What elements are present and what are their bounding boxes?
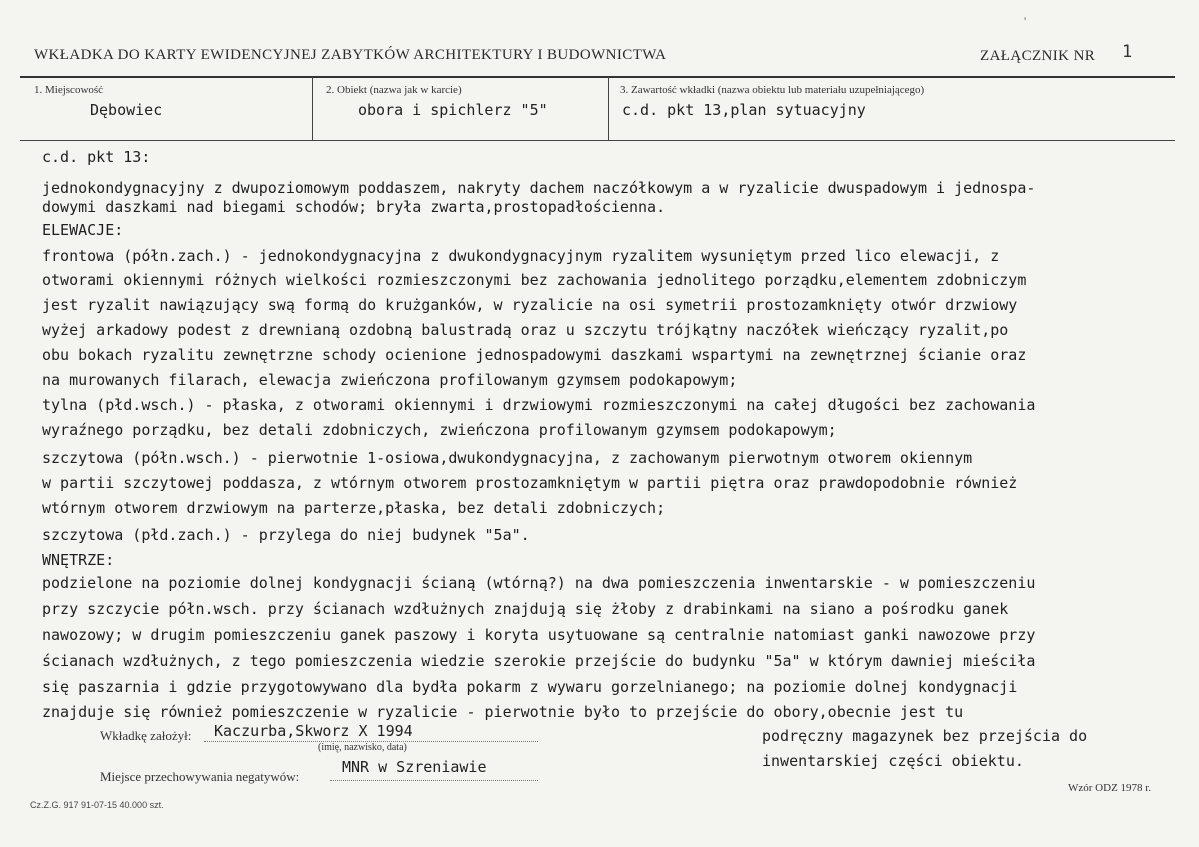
- body-line: nawozowy; w drugim pomieszczeniu ganek paszowy i koryta usytuowane są centralnie natomiast ganki nawozowe przy: [42, 626, 1036, 644]
- body-line: w partii szczytowej poddasza, z wtórnym otworem prostozamkniętym w partii piętra oraz prawdopodobnie również: [42, 474, 1018, 492]
- body-line: jest ryzalit nawiązujący swą formą do krużganków, w ryzalicie na osi symetrii prostozamknięty otwór drzwiowy: [42, 296, 1018, 314]
- print-info: Cz.Z.G. 917 91-07-15 40.000 szt.: [30, 800, 164, 810]
- body-line: jednokondygnacyjny z dwupoziomowym poddaszem, nakryty dachem naczółkowym a w ryzalicie dwuspadowym i jednospa-: [42, 179, 1036, 197]
- continuation-line: podręczny magazynek bez przejścia do: [762, 727, 1088, 745]
- body-line: się paszarnia i gdzie przygotowywano dla bydła pokarm z wywaru gorzelnianego; na poziomie dolnej kondygnacji: [42, 678, 1018, 696]
- negatives-location-label: Miejsce przechowywania negatywów:: [100, 769, 300, 784]
- body-line: znajduje się również pomieszczenie w ryzalicie - pierwotnie było to przejście do obory,obecnie jest tu: [42, 703, 964, 721]
- body-line: c.d. pkt 13:: [42, 148, 151, 166]
- body-line: dowymi daszkami nad biegami schodów; bryła zwarta,prostopadłościenna.: [42, 198, 666, 216]
- body-line: ELEWACJE:: [42, 221, 124, 239]
- form-model: Wzór ODZ 1978 r.: [1068, 782, 1152, 794]
- field-label-object: 2. Obiekt (nazwa jak w karcie): [326, 84, 462, 96]
- created-by-value: Kaczurba,Skworz X 1994: [214, 722, 413, 740]
- body-line: szczytowa (półn.wsch.) - pierwotnie 1-osiowa,dwukondygnacyjna, z zachowanym pierwotnym otworem okiennym: [42, 449, 973, 467]
- field-value-object: obora i spichlerz "5": [358, 101, 548, 119]
- created-by-label: Wkładkę założył:: [100, 728, 192, 743]
- continuation-line: inwentarskiej części obiektu.: [762, 752, 1024, 770]
- body-line: ścianach wzdłużnych, z tego pomieszczenia wiedzie szerokie przejście do budynku "5a" w którym dawniej mieściła: [42, 652, 1036, 670]
- field-value-contents: c.d. pkt 13,plan sytuacyjny: [622, 101, 866, 119]
- form-title: WKŁADKA DO KARTY EWIDENCYJNEJ ZABYTKÓW ARCHITEKTURY I BUDOWNICTWA: [34, 47, 667, 63]
- body-line: tylna (płd.wsch.) - płaska, z otworami okiennymi i drzwiowymi rozmieszczonymi na całej długości bez zachowania: [42, 396, 1036, 414]
- body-line: szczytowa (płd.zach.) - przylega do niej budynek "5a".: [42, 526, 530, 544]
- header-rule: [20, 76, 1175, 78]
- annex-number: 1: [1122, 42, 1133, 62]
- body-line: WNĘTRZE:: [42, 551, 115, 569]
- fields-rule: [20, 140, 1175, 141]
- corner-mark: ': [1024, 14, 1027, 28]
- created-by-caption: (imię, nazwisko, data): [318, 742, 407, 753]
- field-value-location: Dębowiec: [90, 101, 163, 119]
- body-line: obu bokach ryzalitu zewnętrzne schody ocienione jednospadowymi daszkami wspartymi na zewnętrznej ścianie oraz: [42, 346, 1027, 364]
- annex-label: ZAŁĄCZNIK NR: [980, 48, 1096, 64]
- body-line: wyżej arkadowy podest z drewnianą ozdobną balustradą oraz u szczytu trójkątny naczółek wieńczący ryzalit,po: [42, 321, 1009, 339]
- body-line: podzielone na poziomie dolnej kondygnacji ścianą (wtórną?) na dwa pomieszczenia inwentarskie - w pomieszczeniu: [42, 574, 1036, 592]
- body-line: wtórnym otworem drzwiowym na parterze,płaska, bez detali zdobniczych;: [42, 499, 666, 517]
- body-line: przy szczycie półn.wsch. przy ścianach wzdłużnych znajdują się żłoby z drabinkami na siano a pośrodku ganek: [42, 600, 1009, 618]
- field-divider-2: [608, 77, 609, 140]
- negatives-location-value: MNR w Szreniawie: [342, 758, 487, 776]
- body-line: wyraźnego porządku, bez detali zdobniczych, zwieńczona profilowanym gzymsem podokapowym;: [42, 421, 837, 439]
- body-line: otworami okiennymi różnych wielkości rozmieszczonymi bez zachowania jednolitego porządku,elementem zdobniczym: [42, 271, 1027, 289]
- negatives-dotted-line: [330, 780, 538, 781]
- body-line: na murowanych filarach, elewacja zwieńczona profilowanym gzymsem podokapowym;: [42, 371, 738, 389]
- body-line: frontowa (półn.zach.) - jednokondygnacyjna z dwukondygnacyjnym ryzalitem wysuniętym przed lico elewacji, z: [42, 247, 1000, 265]
- field-label-contents: 3. Zawartość wkładki (nazwa obiektu lub materiału uzupełniającego): [620, 84, 925, 96]
- field-label-location: 1. Miejscowość: [34, 84, 104, 96]
- field-divider-1: [312, 77, 313, 140]
